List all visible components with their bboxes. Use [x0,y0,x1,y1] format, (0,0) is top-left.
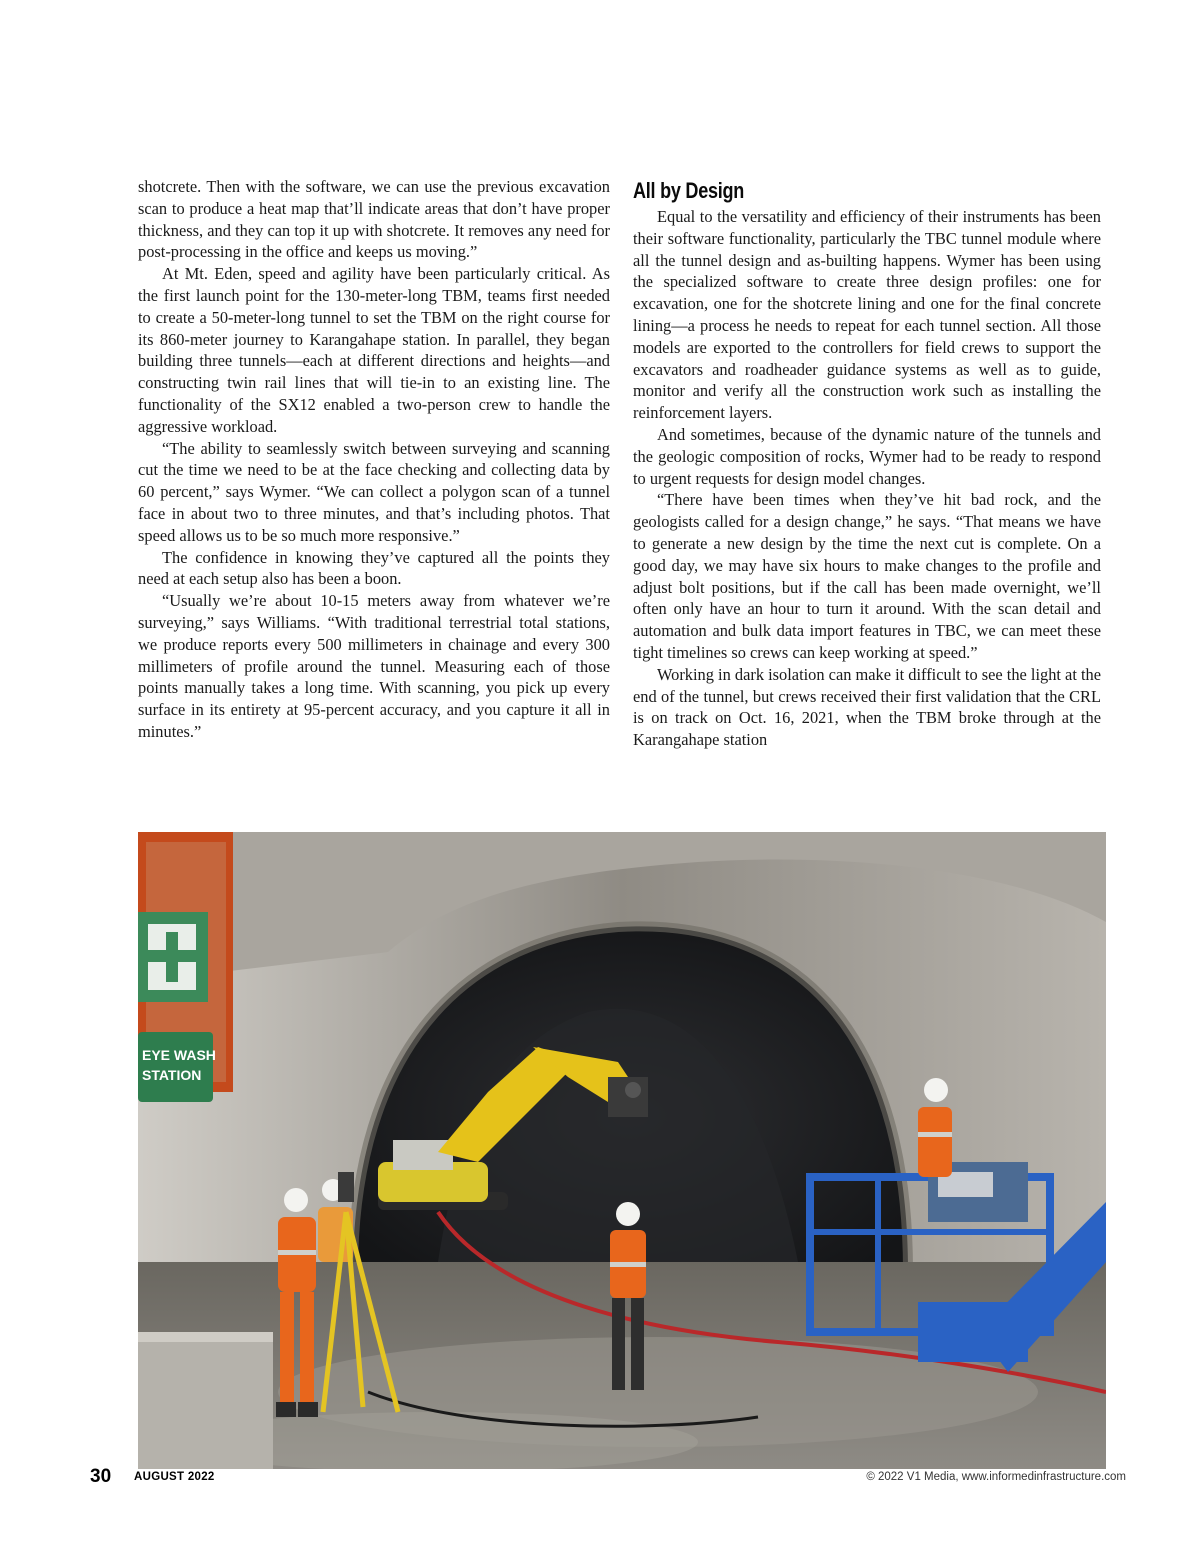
section-heading: All by Design [633,178,745,203]
right-column [633,176,1101,751]
tunnel-photo-illustration [138,832,1106,1469]
left-column [138,176,610,743]
copyright: © 2022 V1 Media, www.informedinfrastructure.com [866,1471,1126,1483]
paragraph: “Usually we’re about 10-15 meters away from whatever we’re surveying,” says Williams. “With traditional terrestrial total stations, we produce reports every 500 millimeters in chainage and every 300 millimeters of profile around the tunnel. Measuring each of those points manually takes a long time. With scanning, you pick up every surface in its entirety at 95-percent accuracy, and you capture it all in minutes.” [138,591,610,741]
sign-text-line1: EYE WASH [142,1047,216,1063]
paragraph: Equal to the versatility and efficiency of their instruments has been their software functionality, particularly the TBC tunnel module where all the tunnel design and as-builting happens. Wymer has been using the specialized software to create three design profiles: one for excavation, one for the shotcrete lining and one for the final concrete lining—a process he needs to repeat for each tunnel section. All those models are exported to the controllers for field crews to support the excavators and roadheader guidance systems as well as to guide, monitor and verify all the construction work such as installing the reinforcement layers. [633,207,1101,423]
paragraph: shotcrete. Then with the software, we can use the previous excavation scan to produce a heat map that’ll indicate areas that don’t have proper thickness, and they can top it up with shotcrete. It removes any need for post-processing in the office and keeps us moving.” [138,177,610,262]
tunnel-photo [138,832,1106,1469]
page-number: 30 [90,1466,112,1487]
paragraph: And sometimes, because of the dynamic nature of the tunnels and the geologic composition of rocks, Wymer had to be ready to respond to urgent requests for design model changes. [633,424,1101,488]
paragraph: Working in dark isolation can make it difficult to see the light at the end of the tunnel, but crews received their first validation that the CRL is on track on Oct. 16, 2021, when the TBM broke through at the Karangahape station [633,664,1102,750]
sign-text-line2: STATION [142,1067,202,1083]
issue-date: AUGUST 2022 [134,1471,215,1483]
paragraph: “The ability to seamlessly switch between surveying and scanning cut the time we need to be at the face checking and collecting data by 60 percent,” says Wymer. “We can collect a polygon scan of a tunnel face in about two to three minutes, and that’s including photos. That speed allows us to be so much more responsive.” [138,438,610,545]
paragraph: At Mt. Eden, speed and agility have been particularly critical. As the first launch point for the 130-meter-long TBM, teams first needed to create a 50-meter-long tunnel to set the TBM on the right course for its 860-meter journey to Karangahape station. In parallel, they began building three tunnels—each at different directions and heights—and constructing twin rail lines that will tie-in to an existing line. The functionality of the SX12 enabled a two-person crew to handle the aggressive workload. [138,264,610,436]
paragraph: “There have been times when they’ve hit bad rock, and the geologists called for a design change,” he says. “That means we have to generate a new design by the time the next cut is complete. On a good day, we may have six hours to make changes to the profile and adjust bolt positions, but if the call has been made overnight, we’ll often only have an hour to turn it around. With the scan detail and automation and bulk data import features in TBC, we can meet these tight timelines so crews can keep working at speed.” [633,490,1101,662]
paragraph: The confidence in knowing they’ve captured all the points they need at each setup also has been a boon. [138,547,610,589]
